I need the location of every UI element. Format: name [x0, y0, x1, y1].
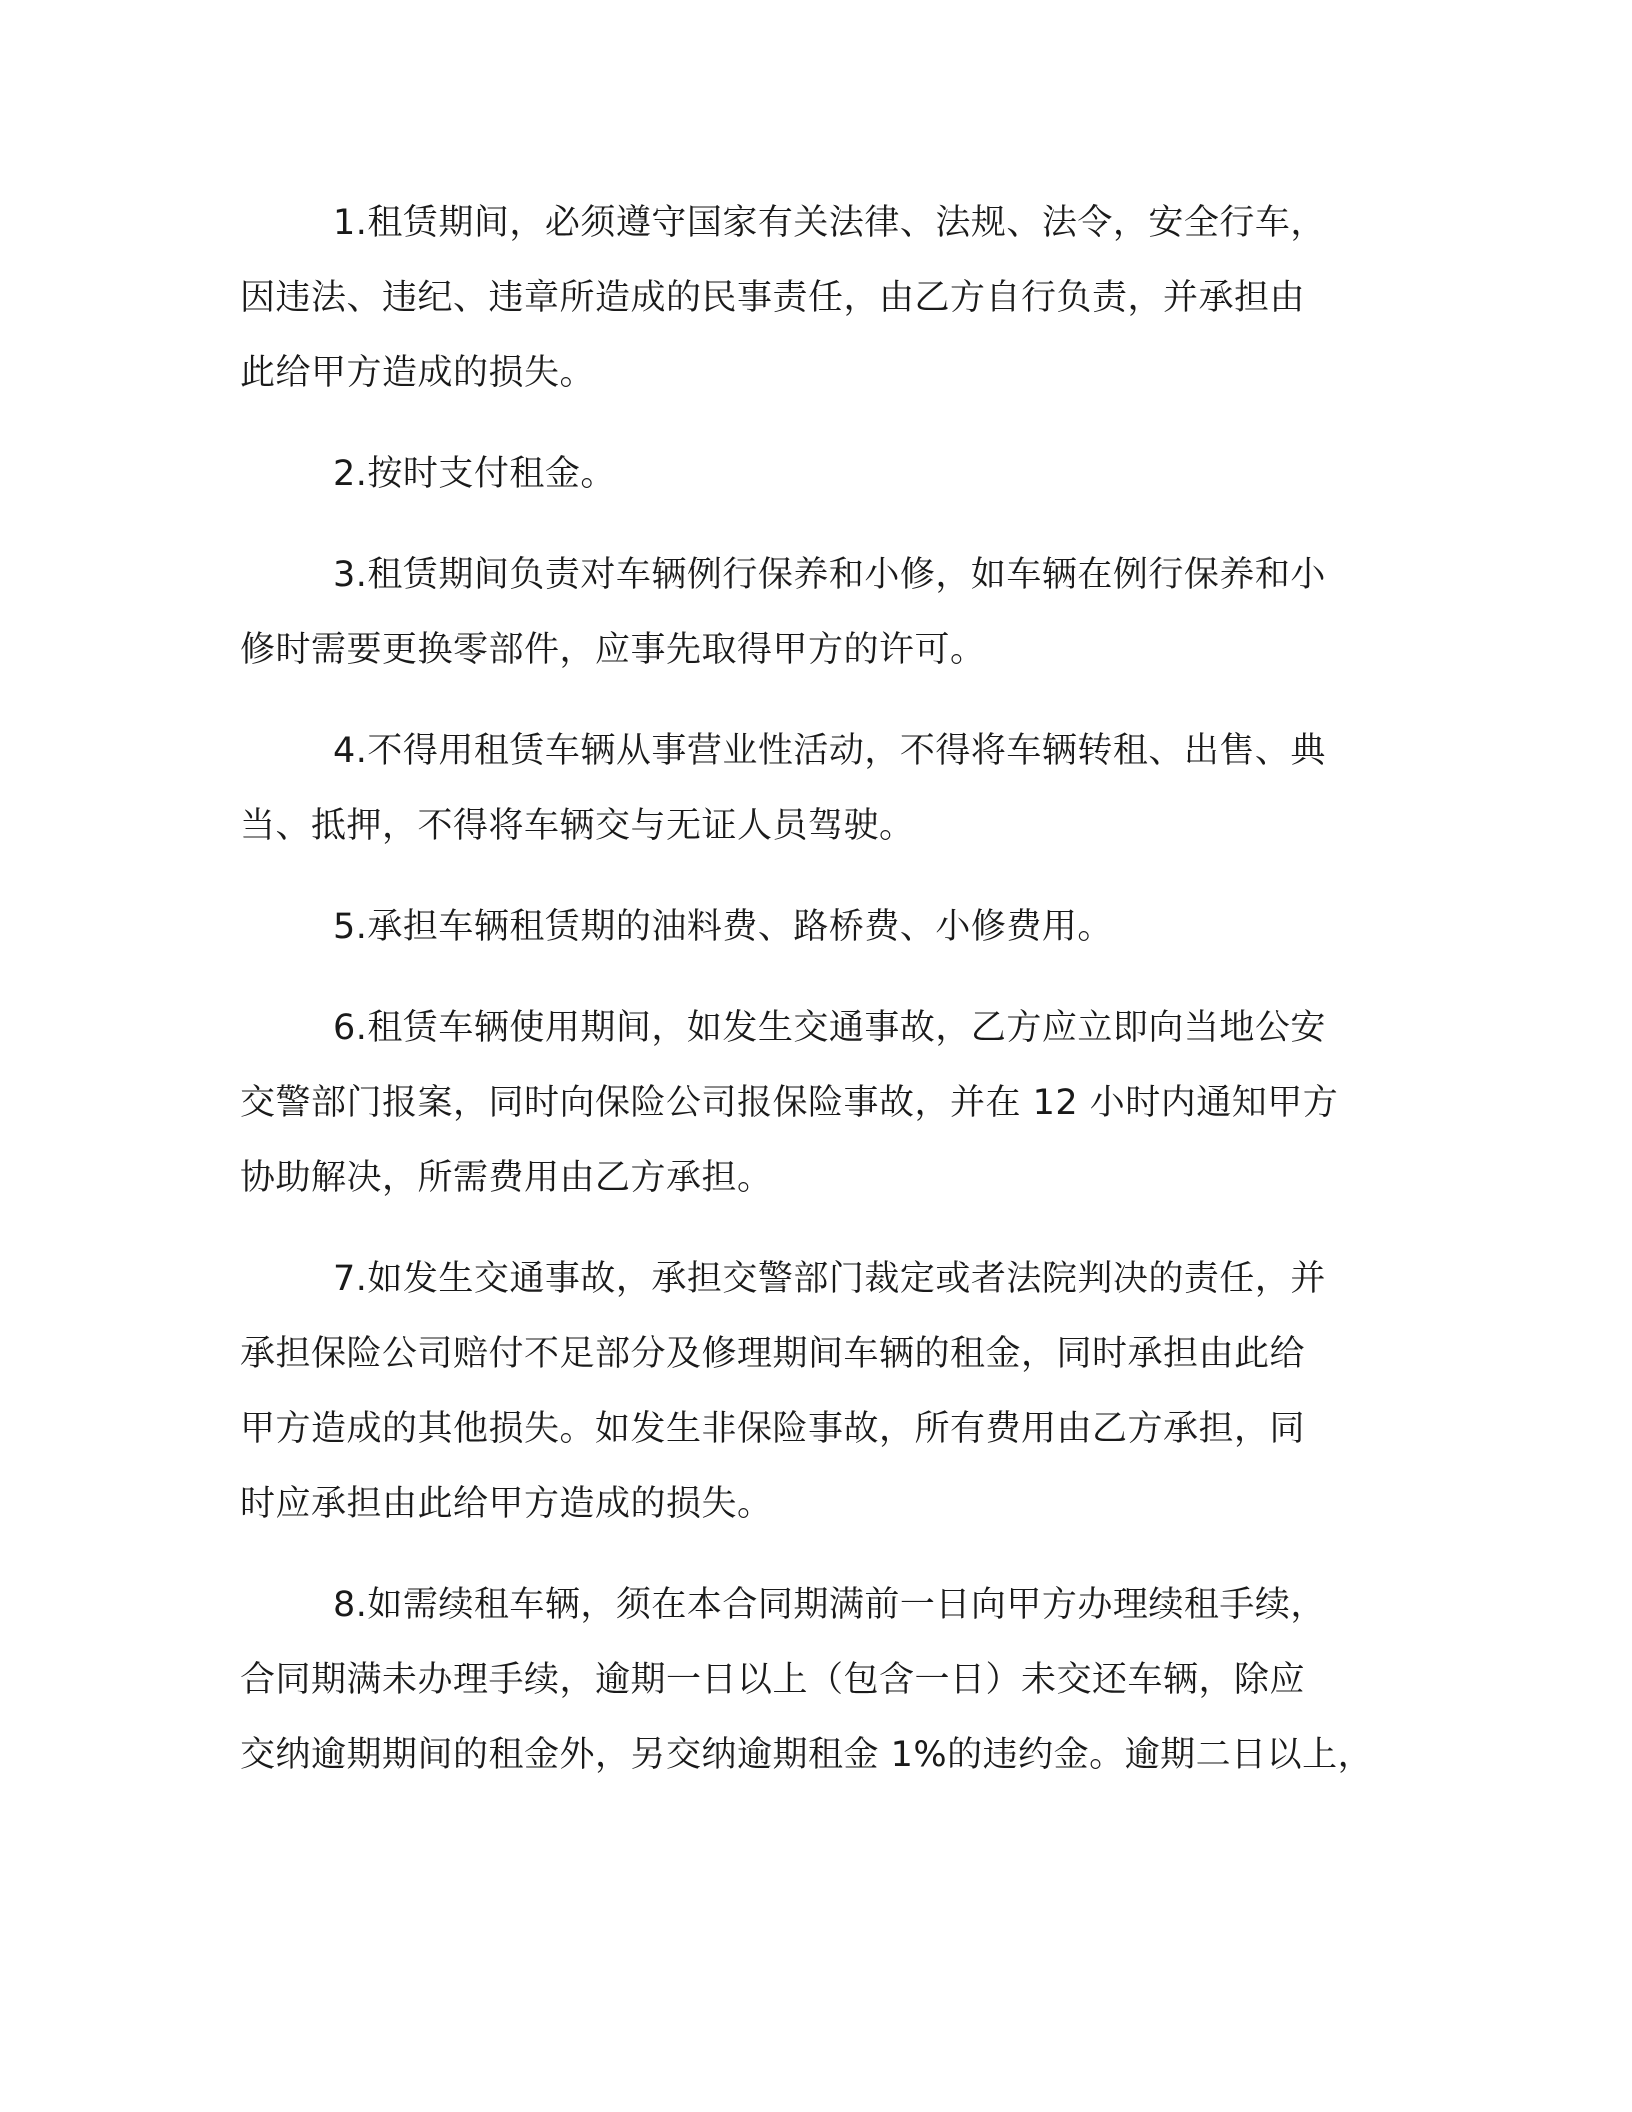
text-line: 当、抵押，不得将车辆交与无证人员驾驶。 [240, 806, 915, 846]
text-line: 4.不得用租赁车辆从事营业性活动，不得将车辆转租、出售、典 [333, 731, 1326, 771]
text-line: 合同期满未办理手续，逾期一日以上（包含一日）未交还车辆，除应 [240, 1660, 1306, 1700]
text-line: 3.租赁期间负责对车辆例行保养和小修，如车辆在例行保养和小 [333, 555, 1326, 595]
clause-8 [240, 1568, 1400, 1793]
text-line: 8.如需续租车辆，须在本合同期满前一日向甲方办理续租手续， [333, 1585, 1326, 1625]
text-line: 修时需要更换零部件，应事先取得甲方的许可。 [240, 630, 986, 670]
text-line: 交警部门报案，同时向保险公司报保险事故，并在 12 小时内通知甲方 [240, 1083, 1339, 1123]
text-line: 2.按时支付租金。 [333, 454, 616, 494]
text-line: 协助解决，所需费用由乙方承担。 [240, 1158, 773, 1198]
document-body [240, 186, 1400, 1819]
text-line: 1.租赁期间，必须遵守国家有关法律、法规、法令，安全行车， [333, 203, 1326, 243]
text-line: 因违法、违纪、违章所造成的民事责任，由乙方自行负责，并承担由 [240, 278, 1306, 318]
text-line: 承担保险公司赔付不足部分及修理期间车辆的租金，同时承担由此给 [240, 1334, 1306, 1374]
clause-1 [240, 186, 1400, 411]
clause-7 [240, 1242, 1400, 1542]
text-line: 交纳逾期期间的租金外，另交纳逾期租金 1%的违约金。逾期二日以上， [240, 1735, 1374, 1775]
text-line: 5.承担车辆租赁期的油料费、路桥费、小修费用。 [333, 907, 1113, 947]
text-line: 时应承担由此给甲方造成的损失。 [240, 1484, 773, 1524]
clause-3 [240, 538, 1400, 688]
text-line: 7.如发生交通事故，承担交警部门裁定或者法院判决的责任，并 [333, 1259, 1326, 1299]
clause-4 [240, 714, 1400, 864]
text-line: 此给甲方造成的损失。 [240, 353, 596, 393]
clause-2 [240, 437, 1400, 512]
text-line: 6.租赁车辆使用期间，如发生交通事故，乙方应立即向当地公安 [333, 1008, 1326, 1048]
clause-6 [240, 991, 1400, 1216]
clause-5 [240, 890, 1400, 965]
text-line: 甲方造成的其他损失。如发生非保险事故，所有费用由乙方承担，同 [240, 1409, 1306, 1449]
